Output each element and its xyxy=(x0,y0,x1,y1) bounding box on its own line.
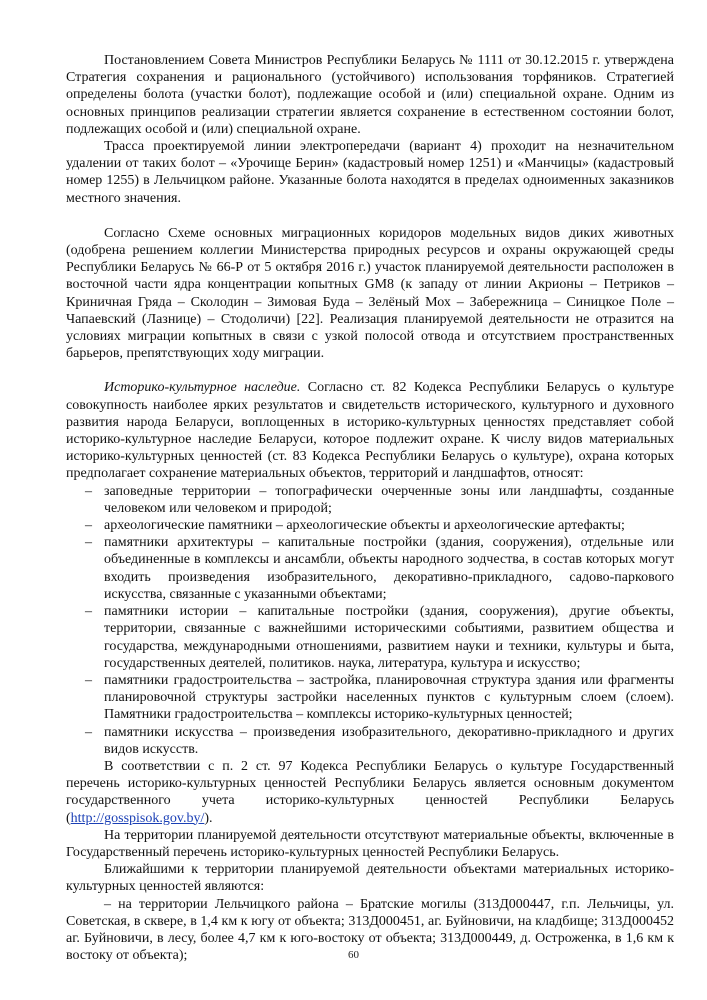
paragraph-state-list-text: В соответствии с п. 2 ст. 97 Кодекса Республики Беларусь о культуре Государственный перечень историко-культурных ценностей Республики Беларусь является основным документом государственного учета историко-культурных ценностей Республики Беларусь ( xyxy=(66,758,674,826)
paragraph-power-line-route: Трасса проектируемой линии электропередачи (вариант 4) проходит на незначительном удалении от таких болот – «Урочище Берин» (кадастровый номер 1251) и «Манчицы» (кадастровый номер 1255) в Лельчицком районе. Указанные болота находятся в пределах одноименных заказников местного значения. xyxy=(66,139,674,206)
list-item: – памятники архитектуры – капитальные постройки (здания, сооружения), отдельные или объединенные в комплексы и ансамбли, объекты народного зодчества, в состав которых могут входить произведения изобразительного, декоративно-прикладного, садово-паркового искусства, связанные с указанными объектами; xyxy=(66,534,674,603)
list-item: – заповедные территории – топографически очерченные зоны или ландшафты, созданные человеком или человеком и природой; xyxy=(66,483,674,517)
paragraph-cultural-heritage-text: Согласно ст. 82 Кодекса Республики Беларусь о культуре совокупность наиболее ярких результатов и свидетельств исторического, культурного и духовного развития народа Беларуси, воплощенных в историко-культурных ценностях представляет собой историко-культурное наследие Беларуси, которое подлежит охране. К числу видов материальных историко-культурных ценностей (ст. 83 Кодекса Республики Беларусь о культуре), охрана которых предполагает сохранение материальных объектов, территорий и ландшафтов, относят: xyxy=(66,380,674,482)
paragraph-state-list-end: ). xyxy=(204,810,213,826)
paragraph-state-list xyxy=(66,758,674,827)
paragraph-strategy: Постановлением Совета Министров Республики Беларусь № 1111 от 30.12.2015 г. утверждена Стратегия сохранения и рационального (устойчивого) использования торфяников. Стратегией определены болота (участки болот), подлежащие особой и (или) специальной охране. Одним из основных принципов реализации стратегии является сохранение в естественном состоянии болот, подлежащих особой и (или) специальной охране. xyxy=(66,53,674,137)
paragraph-cultural-heritage xyxy=(66,379,674,482)
paragraph-no-objects: На территории планируемой деятельности отсутствуют материальные объекты, включенные в Государственный перечень историко-культурных ценностей Республики Беларусь. xyxy=(66,827,674,860)
page-number: 60 xyxy=(348,949,359,961)
list-item: – памятники истории – капитальные постройки (здания, сооружения), другие объекты, территории, связанные с важнейшими историческими событиями, развитием общества и государства, международными отношениями, развитием науки и техники, культуры и быта, государственных деятелей, политиков. наука, литература, культура и искусство; xyxy=(66,603,674,672)
heritage-types-list xyxy=(66,483,674,758)
gosspisok-link[interactable]: http://gosspisok.gov.by/ xyxy=(70,810,205,826)
document-page xyxy=(66,52,674,964)
list-item: – археологические памятники – археологические объекты и археологические артефакты; xyxy=(66,517,674,534)
paragraph-nearest-objects: Ближайшими к территории планируемой деятельности объектами материальных историко-культурных ценностей являются: xyxy=(66,862,674,895)
list-item: – памятники градостроительства – застройка, планировочная структура здания или фрагменты планировочной структуры застройки населенных пунктов с культурным слоем (слоем). Памятники градостроительства – комплексы историко-культурных ценностей; xyxy=(66,672,674,724)
paragraph-lelchitsy-district: – на территории Лельчицкого района – Братские могилы (313Д000447, г.п. Лельчицы, ул. Советская, в сквере, в 1,4 км к югу от объекта; 313Д000451, аг. Буйновичи, на кладбище; 313Д000452 аг. Буйновичи, в лесу, более 4,7 км к юго-востоку от объекта; 313Д000449, д. Остроженка, в 1,6 км к востоку от объекта); xyxy=(66,896,674,964)
paragraph-migration-corridors: Согласно Схеме основных миграционных коридоров модельных видов диких животных (одобрена решением коллегии Министерства природных ресурсов и охраны окружающей среды Республики Беларусь № 66-Р от 5 октября 2016 г.) участок планируемой деятельности расположен в восточной части ядра концентрации копытных GM8 (к западу от линии Акрионы – Петриков – Криничная Гряда – Сколодин – Зимовая Буда – Зелёный Мох – Забережница – Синицкое Поле – Чапаевский (Лазнице) – Стодоличи) [22]. Реализация планируемой деятельности не отразится на условиях миграции копытных в связи с узкой полосой отвода и отсутствием пространственных барьеров, препятствующих ходу миграции. xyxy=(66,225,674,362)
section-heading-cultural-heritage: Историко-культурное наследие. xyxy=(104,380,301,396)
list-item: – памятники искусства – произведения изобразительного, декоративно-прикладного и других видов искусств. xyxy=(66,724,674,758)
